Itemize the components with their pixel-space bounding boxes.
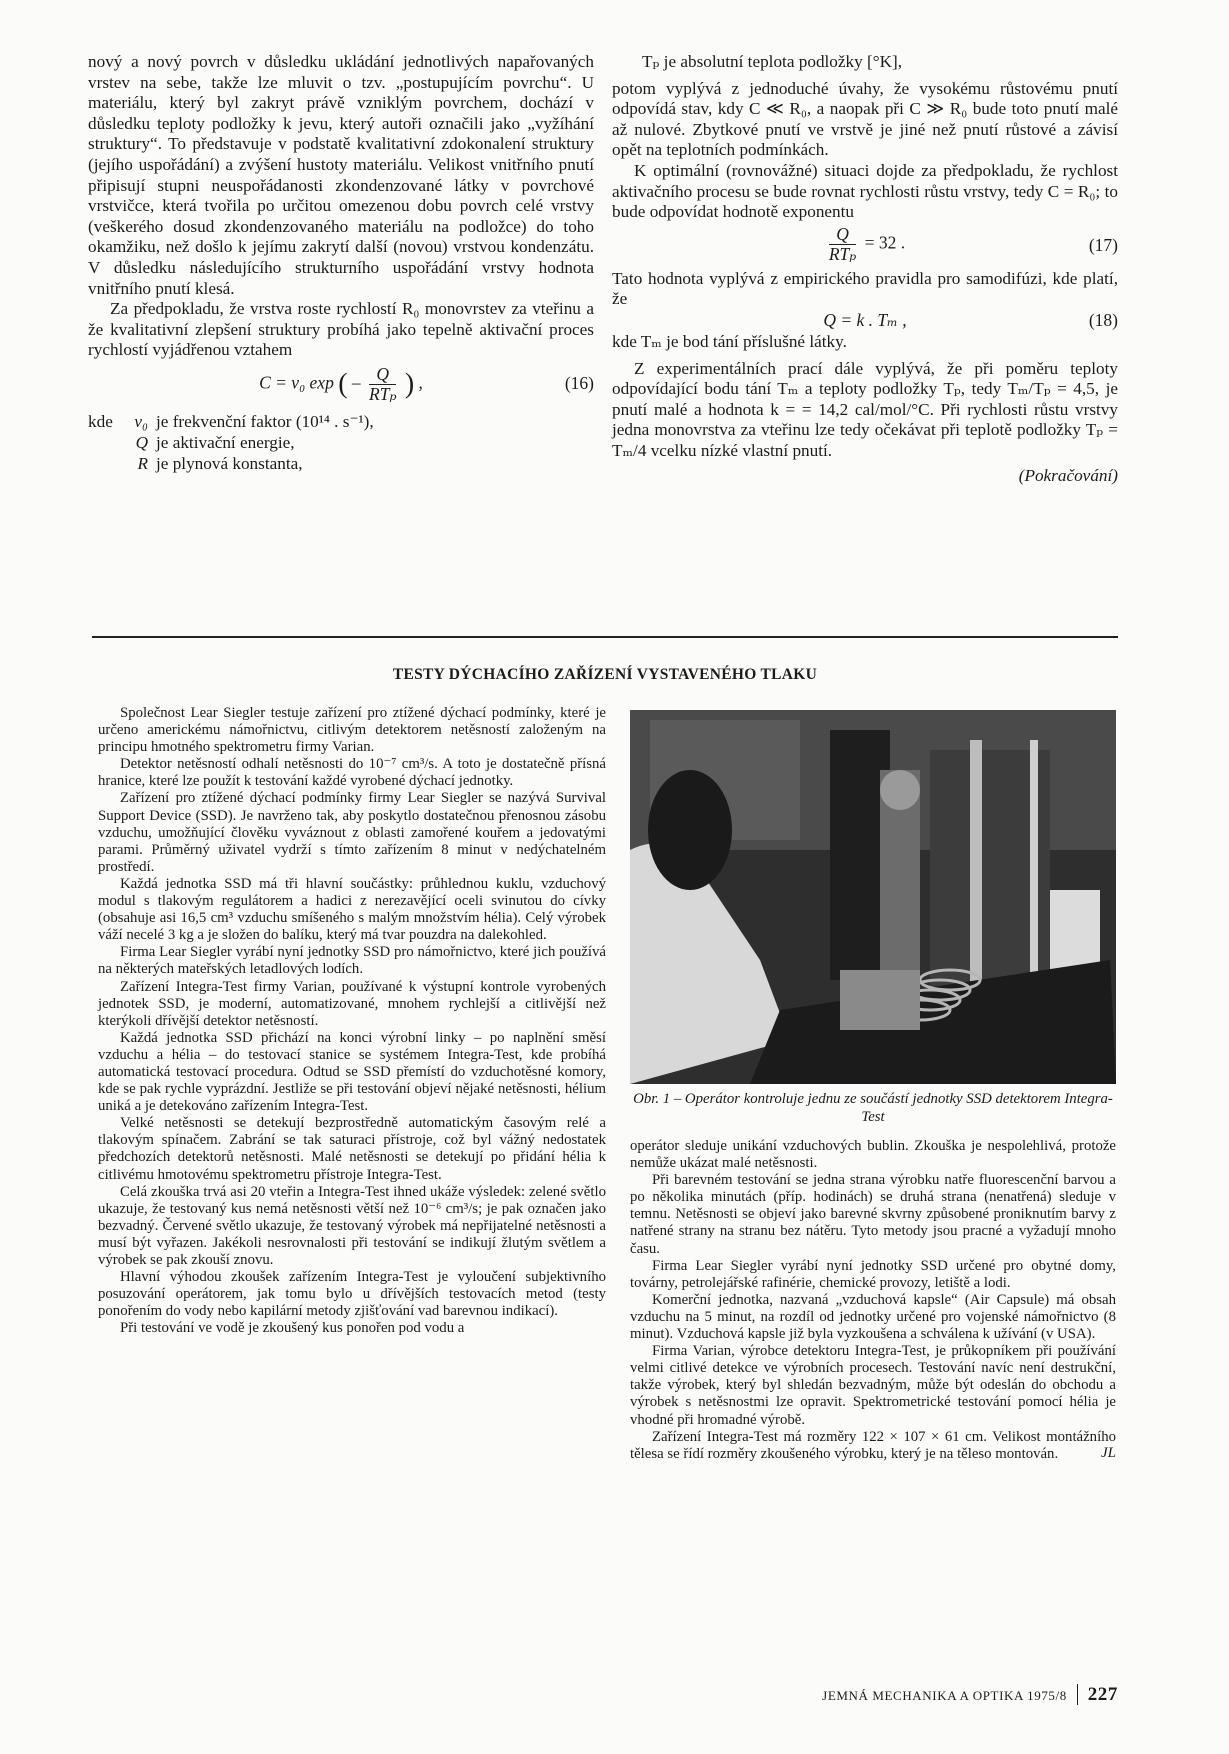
equation-text: Q = k . Tₘ ,	[823, 309, 907, 330]
paragraph: Celá zkouška trvá asi 20 vteřin a Integra-Test ihned ukáže výsledek: zelené světlo ukazuje, že testovaný kus nemá netěsnosti větší než 10⁻⁶ cm³/s; je pak označen jako bezvadný. Červené světlo ukazuje, že testovaný výrobek má nepřijatelné netěsnosti a musí být vyřazen. Jakékoli nesrovnalosti při testování se indikují žlutým světlem a výrobek se pak zkouší znovu.	[98, 1183, 606, 1268]
paragraph: Z experimentálních prací dále vyplývá, že při poměru teploty odpovídající bodu tání Tₘ a teploty podložky Tₚ, tedy Tₘ/Tₚ = 4,5, je pnutí malé a hodnota k = = 14,2 cal/mol/°C. Při rychlosti růstu vrstvy jedna monovrstva za vteřinu lze tedy očekávat při teplotě podložky Tₚ = Tₘ/4 vcelku nízké vlastní pnutí.	[612, 358, 1118, 460]
definition-prefix	[88, 453, 128, 474]
equation-18	[612, 310, 1118, 332]
paragraph: potom vyplývá z jednoduché úvahy, že vysokému růstovému pnutí odpovídá stav, kdy C ≪ R₀, a naopak při C ≫ R₀ bude toto pnutí malé až nulové. Zbytkové pnutí ve vrstvě je jiné než pnutí růstové a závisí opět na teplotních podmínkách.	[612, 78, 1118, 160]
fraction	[369, 365, 396, 404]
paragraph: nový a nový povrch v důsledku ukládání jednotlivých napařovaných vrstev na sebe, takže lze mluvit o tzv. „postupujícím povrchu“. U materiálu, který byl zakryt právě vzniklým povrchem, dochází v důsledku teploty podložky k jevu, který autoři označili jako „vyžíhání struktury“. To představuje v podstatě kvalitativní zdokonalení struktury (jejího uspořádání) a zvýšení hustoty materiálu. Velikost vnitřního pnutí připisují stupni neuspořádanosti zkondenzované látky v povrchové vrstvičce, která tvořila po určitou omezenou dobu povrch celé vrstvy (veškerého dosud zkondenzovaného materiálu na podložce) do toho okamžiku, než došlo k jejímu zakrytí další (novou) vrstvou kondenzátu. V důsledku následujícího strukturního uspořádání vrstvy hodnota vnitřního pnutí klesá.	[88, 52, 594, 298]
definition-text: je aktivační energie,	[156, 432, 295, 452]
paragraph: Firma Lear Siegler vyrábí nyní jednotky SSD určené pro obytné domy, továrny, petrolejářské rafinérie, chemické provozy, letiště a lodi.	[630, 1257, 1116, 1291]
paragraph: Zařízení Integra-Test má rozměry 122 × 107 × 61 cm. Velikost montážního tělesa se řídí rozměry zkoušeného výrobku, který je na těleso montován.	[630, 1428, 1116, 1462]
paragraph: Každá jednotka SSD má tři hlavní součástky: průhlednou kuklu, vzduchový modul s tlakovým regulátorem a hadici z nerezavějící oceli svinutou do cívky (obsahuje asi 16,5 cm³ vzduchu smíšeného s malým množstvím hélia). Celý výrobek váží necelé 3 kg a je složen do balíku, který má tvar pouzdra na dalekohled.	[98, 875, 606, 944]
section-divider	[92, 636, 1118, 638]
definition-symbol: Q	[135, 432, 148, 452]
definition-text: je plynová konstanta,	[156, 453, 303, 473]
paragraph: kde Tₘ je bod tání příslušné látky.	[612, 331, 847, 351]
paragraph: Každá jednotka SSD přichází na konci výrobní linky – po naplnění směsí vzduchu a hélia – do testovací stanice se systémem Integra-Test, kde probíhá automatická testovací procedura. Odtud se SSD přemístí do vzduchotěsné komory, kde se pak rychle vyprázdní. Jestliže se při testování objeví nějaké netěsnosti, hélium uniká a je detekováno zařízením Integra-Test.	[98, 1029, 606, 1115]
paragraph: Za předpokladu, že vrstva roste rychlostí R₀ monovrstev za vteřinu a že kvalitativní zlepšení struktury probíhá jako tepelně aktivační proces rychlostí vyjádřenou vztahem	[88, 299, 594, 360]
bottom-left-column	[98, 705, 606, 1337]
paragraph: Hlavní výhodou zkoušek zařízením Integra-Test je vyloučení subjektivního posuzování operátorem, jak tomu bylo u dřívějších testovacích metod (testy ponořením do vody nebo kapilární metody zjišťování vad barevnou indikací).	[98, 1269, 606, 1320]
paragraph: Zařízení Integra-Test firmy Varian, používané k výstupní kontrole vyrobených jednotek SSD, je moderní, automatizované, mnohem rychlejší a citlivější než kterýkoli dřívější detektor netěsností.	[98, 978, 606, 1029]
paragraph: Při barevném testování se jedna strana výrobku natře fluorescenční barvou a po několika minutách (příp. hodinách) se druhá strana (nenatřená) sleduje v temnu. Netěsnosti se objeví jako barevné skvrny způsobené proniknutím barvy z natřené strany na stranu bez nátěru. Tyto metody jsou pracné a vyžadují mnoho času.	[630, 1172, 1116, 1257]
paragraph: Při testování ve vodě je zkoušený kus ponořen pod vodu a	[120, 1320, 465, 1337]
definition-row	[88, 411, 594, 432]
paragraph: K optimální (rovnovážné) situaci dojde za předpokladu, že rychlost aktivačního procesu se bude rovnat rychlosti růstu vrstvy, tedy C = R₀; to bude odpovídat hodnotě exponentu	[612, 160, 1118, 222]
denominator: RTₚ	[369, 383, 397, 404]
equation-number: (17)	[1088, 234, 1118, 255]
continued-note: (Pokračování)	[1018, 465, 1118, 485]
definition-prefix	[88, 432, 128, 453]
equation-text: = 32 .	[864, 232, 906, 253]
paragraph: Firma Varian, výrobce detektoru Integra-Test, je průkopníkem při používání velmi citlivé detekce ve výrobních procesech. Testování navíc není destrukční, takže výrobek, který byl shledán bezvadným, může být odeslán do obchodu a výrobek s netěsnostmi lze opravit. Spektrometrické testování pomocí hélia je vhodné při hromadné výrobě.	[630, 1343, 1116, 1428]
paragraph: Velké netěsnosti se detekují bezprostředně automatickým časovým relé a tlakovým spínačem. Zabrání se tak saturaci přístroje, což byl vážný nedostatek předchozích detektorů netěsnosti. Malé netěsnosti se detekují po přidání hélia k citlivému hmotovému spektrometru přístroje Integra-Test.	[98, 1115, 606, 1183]
page-footer	[760, 1684, 1118, 1706]
equation-number: (18)	[1088, 309, 1118, 330]
top-right-column	[612, 52, 1118, 486]
paragraph: Zařízení pro ztížené dýchací podmínky firmy Lear Siegler se nazývá Survival Support Device (SSD). Je navrženo tak, aby poskytlo dostatečnou přenosnou zásobu vzduchu, umožňující člověku vyváznout z oblasti zamořené kouřem a jedovatými parami. Průměrný uživatel vydrží s tímto zařízením 8 minut v nedýchatelném prostředí.	[98, 790, 606, 875]
paragraph: operátor sleduje unikání vzduchových bublin. Zkouška je nespolehlivá, protože nemůže ukázat malé netěsnosti.	[630, 1138, 1116, 1172]
bottom-right-column	[630, 1138, 1116, 1462]
paragraph: Firma Lear Siegler vyrábí nyní jednotky SSD pro námořnictvo, které jich používá na některých mateřských letadlových lodích.	[98, 944, 606, 978]
equation-text: C = ν₀ exp	[259, 372, 334, 393]
paragraph: Společnost Lear Siegler testuje zařízení pro ztížené dýchací podmínky, které je určeno americkému námořnictvu, citlivým detektorem netěsností založeným na principu hmotného spektrometru firmy Varian.	[98, 705, 606, 756]
equation-number: (16)	[564, 372, 594, 393]
page-number: 227	[1077, 1684, 1118, 1705]
article-title: TESTY DÝCHACÍHO ZAŘÍZENÍ VYSTAVENÉHO TLAKU	[392, 666, 818, 683]
author-signature: JL	[1101, 1444, 1116, 1461]
definition-row	[88, 453, 594, 474]
definition-prefix: kde	[88, 411, 113, 431]
definition-tp: Tₚ je absolutní teplota podložky [°K],	[642, 52, 903, 71]
operator-photo	[630, 710, 1116, 1084]
definition-text: je frekvenční faktor (10¹⁴ . s⁻¹),	[156, 411, 374, 431]
paragraph: Komerční jednotka, nazvaná „vzduchová kapsle“ (Air Capsule) má obsah vzduchu na 5 minut, na rozdíl od jednotky určené pro vojenské námořnictvo (8 minut). Vzduchová kapsle již byla vyzkoušena a schválena k užívání (v USA).	[630, 1291, 1116, 1343]
denominator: RTₚ	[828, 243, 857, 264]
paragraph: Detektor netěsností odhalí netěsnosti do 10⁻⁷ cm³/s. A toto je dostatečně přísná hranice, které lze použít k testování každé vyrobené dýchací jednotky.	[98, 756, 606, 790]
top-left-column	[88, 52, 594, 474]
definition-symbol: ν₀	[134, 411, 148, 431]
paragraph: Tato hodnota vyplývá z empirického pravidla pro samodifúzi, kde platí, že	[612, 268, 1118, 309]
equation-17	[612, 223, 1118, 269]
fraction	[829, 225, 856, 264]
definitions-list	[88, 411, 594, 474]
journal-name: JEMNÁ MECHANIKA A OPTIKA 1975/8	[822, 1688, 1067, 1703]
definition-symbol: R	[137, 453, 148, 473]
figure-caption: Obr. 1 – Operátor kontroluje jednu ze součástí jednotky SSD detektorem Integra-Test	[633, 1091, 1113, 1125]
numerator: Q	[836, 223, 849, 244]
numerator: Q	[376, 363, 390, 384]
photo-illustration	[630, 710, 1116, 1084]
definition-row	[88, 432, 594, 453]
equation-16: C = ν₀ exp ( – $\frac{Q}{\text{RTₚ}}$ ) , (16)	[259, 363, 594, 404]
